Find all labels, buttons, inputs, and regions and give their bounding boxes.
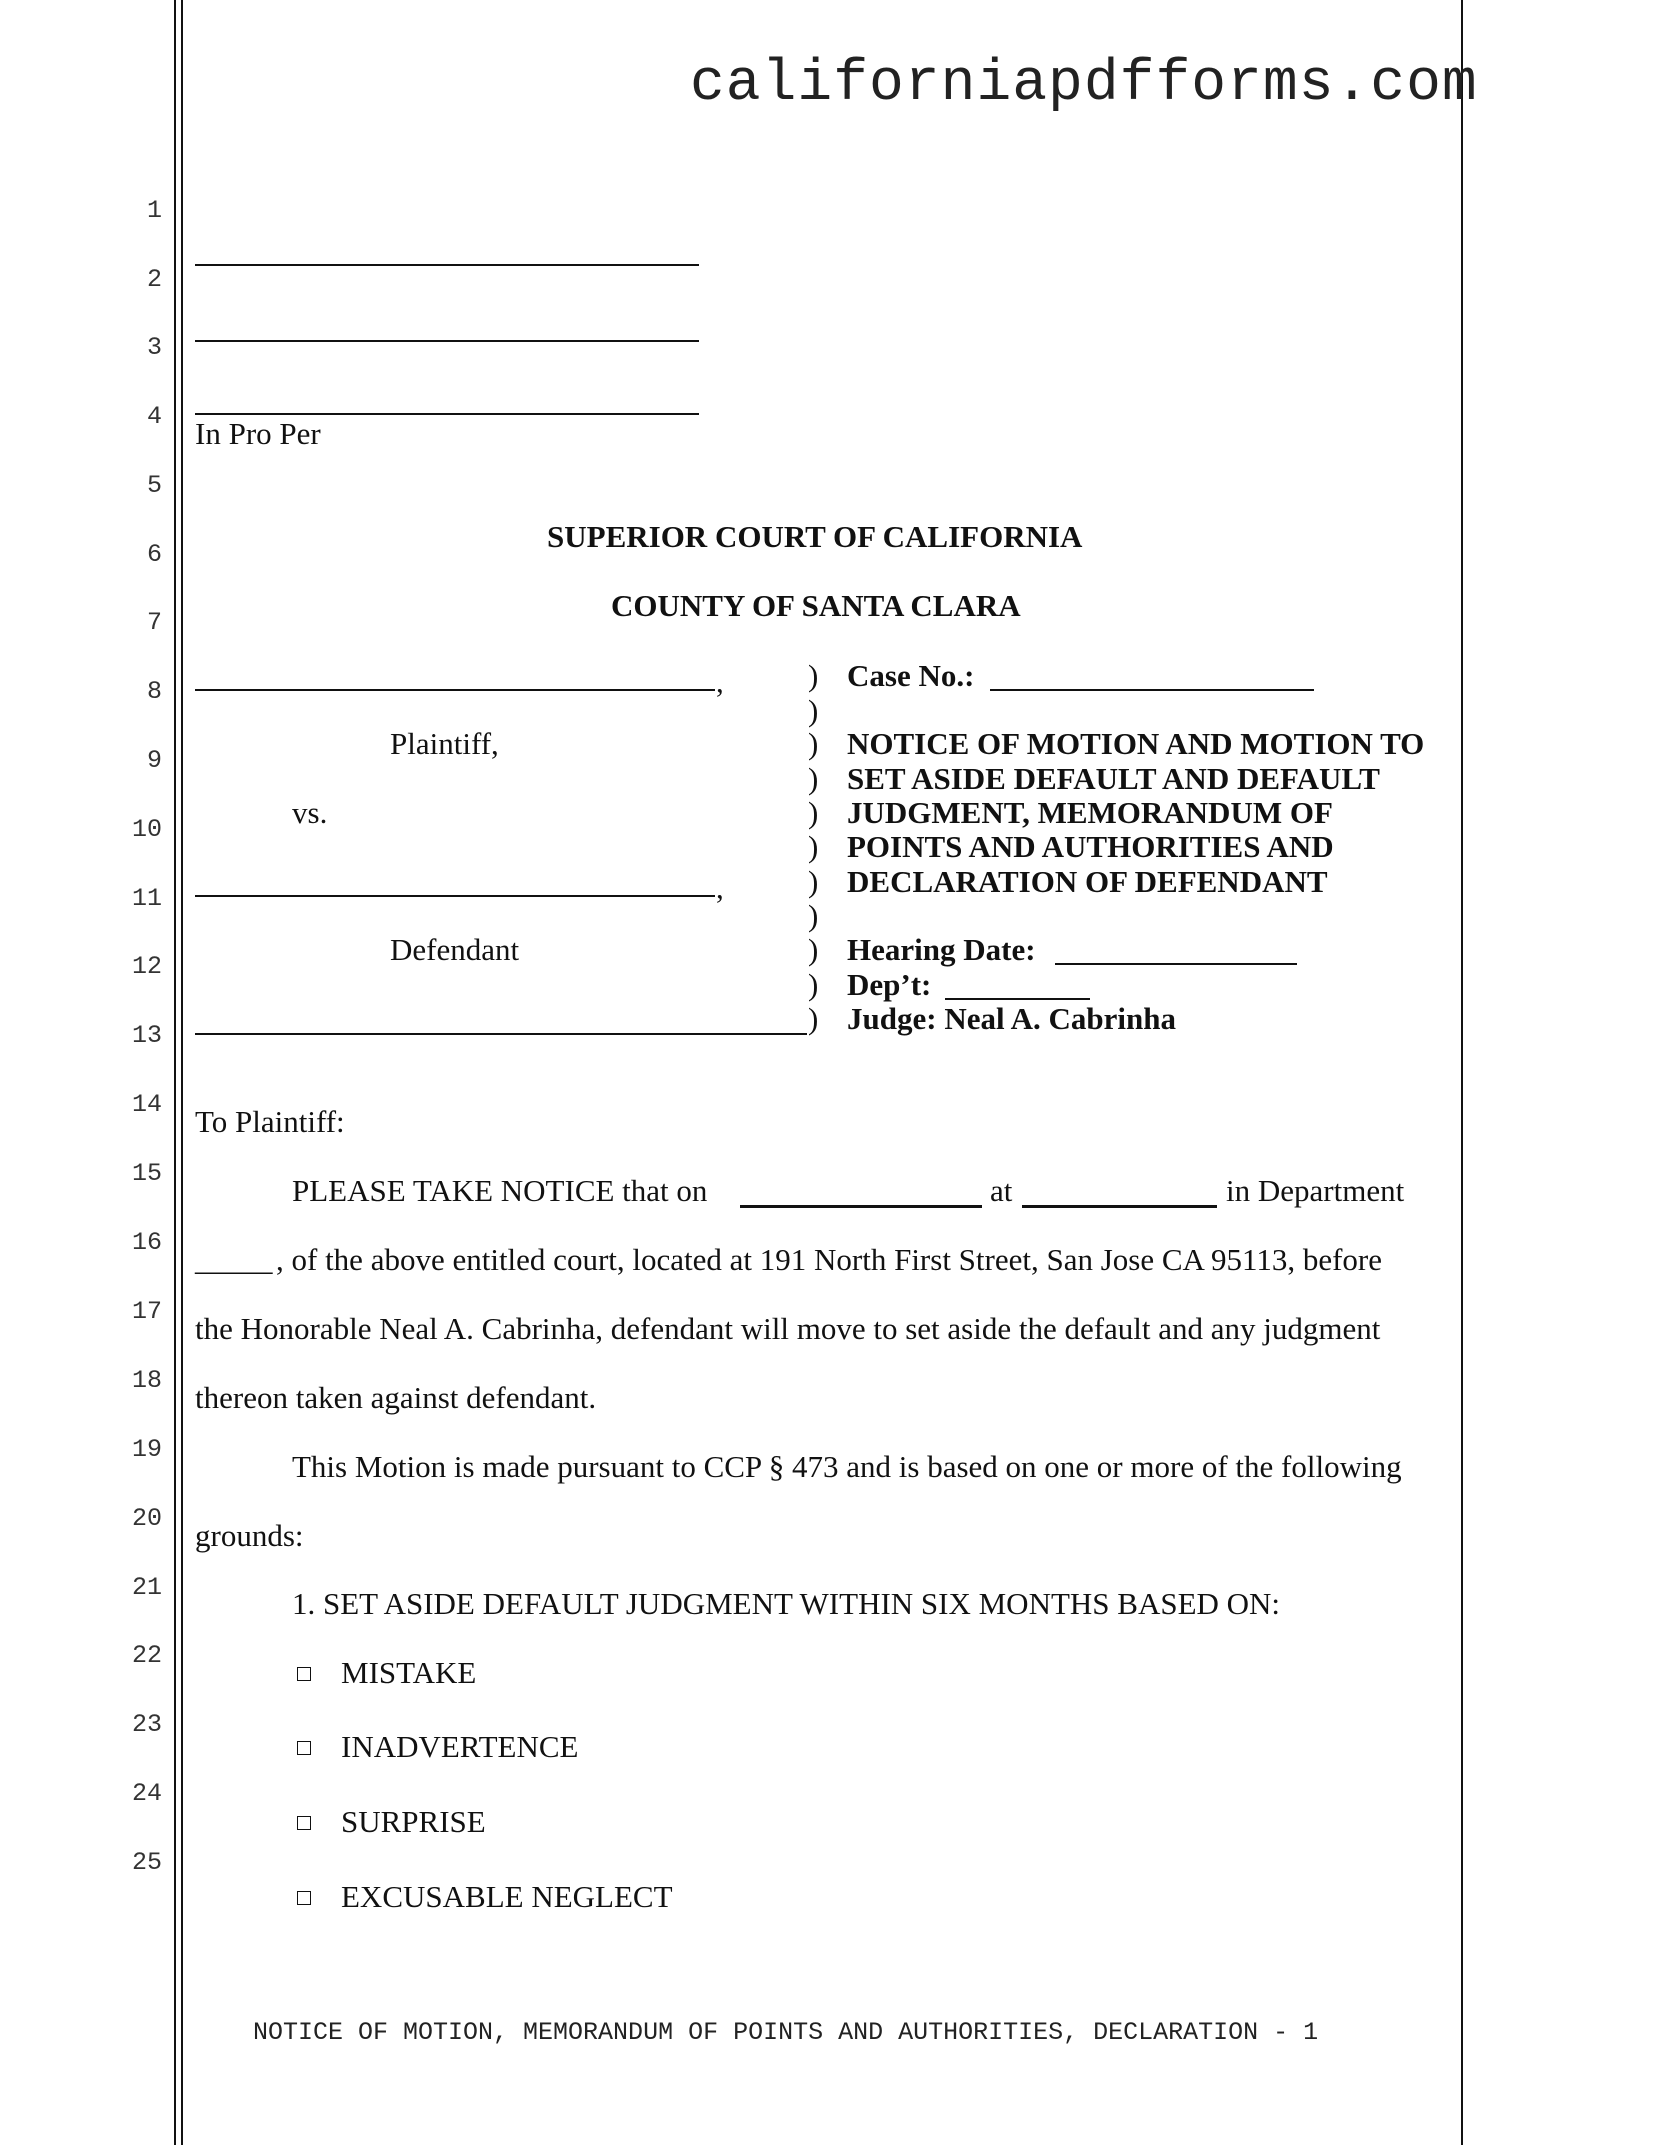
caption-paren: ) [808, 795, 819, 830]
option-label: SURPRISE [341, 1804, 486, 1839]
line-number: 7 [146, 608, 162, 637]
at-word: at [990, 1173, 1013, 1208]
line-number: 14 [131, 1090, 162, 1119]
page-footer: NOTICE OF MOTION, MEMORANDUM OF POINTS AND AUTHORITIES, DECLARATION - 1 [253, 2018, 1319, 2047]
caption-paren: ) [808, 761, 819, 796]
line-number: 8 [146, 677, 162, 706]
line-number: 10 [131, 815, 162, 844]
line-number: 11 [131, 884, 162, 913]
checkbox-inadvertence[interactable] [297, 1741, 311, 1755]
court-title: SUPERIOR COURT OF CALIFORNIA [547, 519, 1083, 554]
vs-label: vs. [292, 795, 328, 830]
checkbox-mistake[interactable] [297, 1667, 311, 1681]
line-number: 21 [131, 1573, 162, 1602]
line-number: 20 [131, 1504, 162, 1533]
site-watermark: californiapdfforms.com [690, 52, 1478, 117]
department-blank[interactable]: _____ [195, 1242, 273, 1277]
body-line-19: This Motion is made pursuant to CCP § 473 and is based on one or more of the following [292, 1449, 1402, 1484]
body-line-16: , of the above entitled court, located at 191 North First Street, San Jose CA 95113, before [276, 1242, 1382, 1277]
party-name-line[interactable] [195, 264, 699, 266]
judge-label: Judge: Neal A. Cabrinha [847, 1001, 1176, 1036]
body-line-17: the Honorable Neal A. Cabrinha, defendant will move to set aside the default and any judgment [195, 1311, 1381, 1346]
defendant-name-line[interactable] [195, 895, 715, 897]
line-number: 9 [146, 746, 162, 775]
party-city-line[interactable] [195, 413, 699, 415]
line-number: 1 [146, 196, 162, 225]
dept-field[interactable] [945, 998, 1090, 1000]
hearing-date-blank[interactable] [740, 1205, 982, 1208]
hearing-time-blank[interactable] [1022, 1205, 1217, 1208]
left-margin-rule-outer [174, 0, 176, 2145]
caption-paren: ) [808, 898, 819, 933]
ground-heading: 1. SET ASIDE DEFAULT JUDGMENT WITHIN SIX MONTHS BASED ON: [292, 1586, 1281, 1621]
line-number: 4 [146, 402, 162, 431]
caption-paren: ) [808, 932, 819, 967]
hearing-date-field[interactable] [1055, 963, 1297, 965]
motion-title-line: DECLARATION OF DEFENDANT [847, 864, 1328, 899]
body-line-20: grounds: [195, 1518, 304, 1553]
line-number: 19 [131, 1435, 162, 1464]
plaintiff-name-line[interactable] [195, 689, 715, 691]
body-line-18: thereon taken against defendant. [195, 1380, 597, 1415]
plaintiff-label: Plaintiff, [390, 726, 499, 761]
motion-title-line: JUDGMENT, MEMORANDUM OF [847, 795, 1333, 830]
option-label: INADVERTENCE [341, 1729, 579, 1764]
line-number: 23 [131, 1710, 162, 1739]
line-number: 24 [131, 1779, 162, 1808]
line-number: 12 [131, 952, 162, 981]
in-department-text: in Department [1226, 1173, 1405, 1208]
county-title: COUNTY OF SANTA CLARA [611, 588, 1021, 623]
option-label: MISTAKE [341, 1655, 477, 1690]
line-number: 2 [146, 265, 162, 294]
caption-bottom-line [195, 1033, 807, 1035]
party-address-line[interactable] [195, 340, 699, 342]
defendant-comma: , [716, 870, 724, 905]
line-number: 13 [131, 1021, 162, 1050]
caption-paren: ) [808, 726, 819, 761]
line-number: 25 [131, 1848, 162, 1877]
line-number: 22 [131, 1641, 162, 1670]
caption-paren: ) [808, 1001, 819, 1036]
line-number: 5 [146, 471, 162, 500]
checkbox-surprise[interactable] [297, 1816, 311, 1830]
option-label: EXCUSABLE NEGLECT [341, 1879, 673, 1914]
checkbox-excusable-neglect[interactable] [297, 1891, 311, 1905]
caption-paren: ) [808, 658, 819, 693]
salutation: To Plaintiff: [195, 1104, 345, 1139]
hearing-date-label: Hearing Date: [847, 932, 1036, 967]
plaintiff-comma: , [716, 664, 724, 699]
caption-paren: ) [808, 829, 819, 864]
line-number: 15 [131, 1159, 162, 1188]
notice-text-start: PLEASE TAKE NOTICE that on [292, 1173, 708, 1208]
left-margin-rule-inner [181, 0, 183, 2145]
motion-title-line: NOTICE OF MOTION AND MOTION TO [847, 726, 1425, 761]
defendant-label: Defendant [390, 932, 520, 967]
in-pro-per-label: In Pro Per [195, 416, 321, 451]
case-no-label: Case No.: [847, 658, 975, 693]
caption-paren: ) [808, 967, 819, 1002]
caption-paren: ) [808, 693, 819, 728]
line-number: 3 [146, 333, 162, 362]
line-number: 6 [146, 540, 162, 569]
line-number: 16 [131, 1228, 162, 1257]
line-number: 18 [131, 1366, 162, 1395]
caption-paren: ) [808, 864, 819, 899]
case-no-field[interactable] [990, 689, 1314, 691]
dept-label: Dep’t: [847, 967, 932, 1002]
motion-title-line: SET ASIDE DEFAULT AND DEFAULT [847, 761, 1380, 796]
right-margin-rule [1461, 0, 1463, 2145]
motion-title-line: POINTS AND AUTHORITIES AND [847, 829, 1334, 864]
line-number: 17 [131, 1297, 162, 1326]
